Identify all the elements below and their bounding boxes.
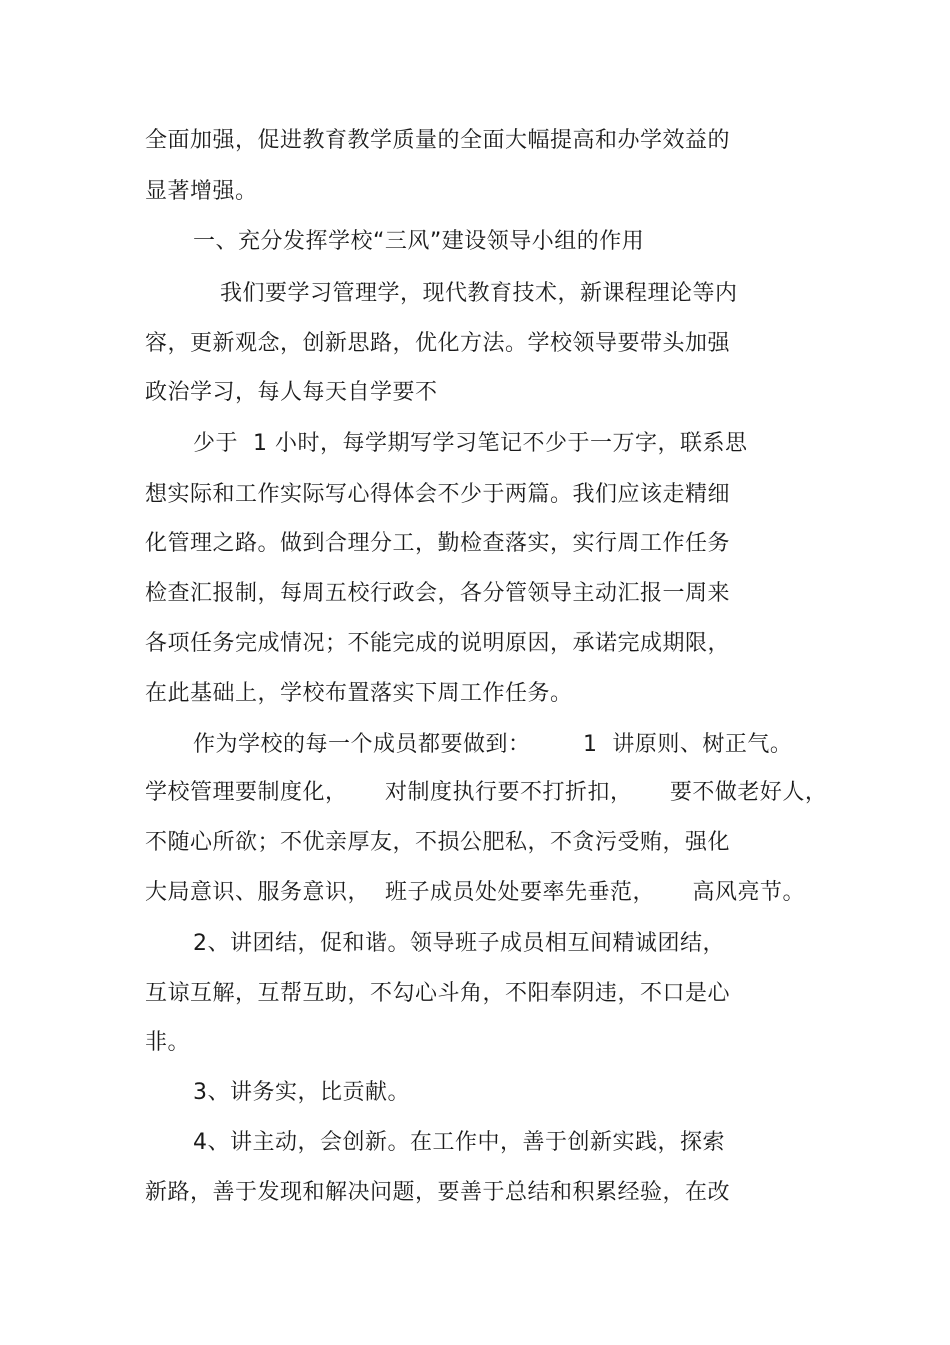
text-line: 少于 1 小时，每学期写学习笔记不少于一万字，联系思 bbox=[193, 431, 748, 456]
section-heading: 一、充分发挥学校“三风”建设领导小组的作用 bbox=[193, 229, 645, 254]
text-line: 化管理之路。做到合理分工，勤检查落实，实行周工作任务 bbox=[145, 531, 731, 556]
text-line: 大局意识、服务意识， 班子成员处处要率先垂范， 高风亮节。 bbox=[145, 880, 805, 905]
text-line: 容，更新观念，创新思路，优化方法。学校领导要带头加强 bbox=[145, 331, 731, 356]
text-line: 2、讲团结，促和谐。领导班子成员相互间精诚团结， bbox=[193, 931, 725, 956]
text-line: 非。 bbox=[145, 1030, 191, 1055]
text-line: 检查汇报制，每周五校行政会，各分管领导主动汇报一周来 bbox=[145, 581, 731, 606]
text-line: 新路，善于发现和解决问题，要善于总结和积累经验，在改 bbox=[145, 1180, 731, 1205]
text-line: 全面加强，促进教育教学质量的全面大幅提高和办学效益的 bbox=[145, 128, 731, 153]
text-line: 想实际和工作实际写心得体会不少于两篇。我们应该走精细 bbox=[145, 482, 731, 507]
text-line: 互谅互解，互帮互助，不勾心斗角，不阳奉阴违，不口是心 bbox=[145, 981, 731, 1006]
text-line: 作为学校的每一个成员都要做到： 1 讲原则、树正气。 bbox=[193, 732, 793, 757]
text-line: 4、讲主动，会创新。在工作中，善于创新实践，探索 bbox=[193, 1130, 725, 1155]
text-line: 不随心所欲；不优亲厚友，不损公肥私，不贪污受贿，强化 bbox=[145, 830, 731, 855]
text-line: 我们要学习管理学，现代教育技术，新课程理论等内 bbox=[220, 281, 738, 306]
text-line: 3、讲务实，比贡献。 bbox=[193, 1080, 410, 1105]
text-line: 学校管理要制度化， 对制度执行要不打折扣， 要不做老好人， bbox=[145, 780, 828, 805]
text-line: 政治学习，每人每天自学要不 bbox=[145, 380, 438, 405]
text-line: 在此基础上，学校布置落实下周工作任务。 bbox=[145, 681, 573, 706]
text-line: 显著增强。 bbox=[145, 179, 258, 204]
text-line: 各项任务完成情况；不能完成的说明原因，承诺完成期限， bbox=[145, 631, 731, 656]
